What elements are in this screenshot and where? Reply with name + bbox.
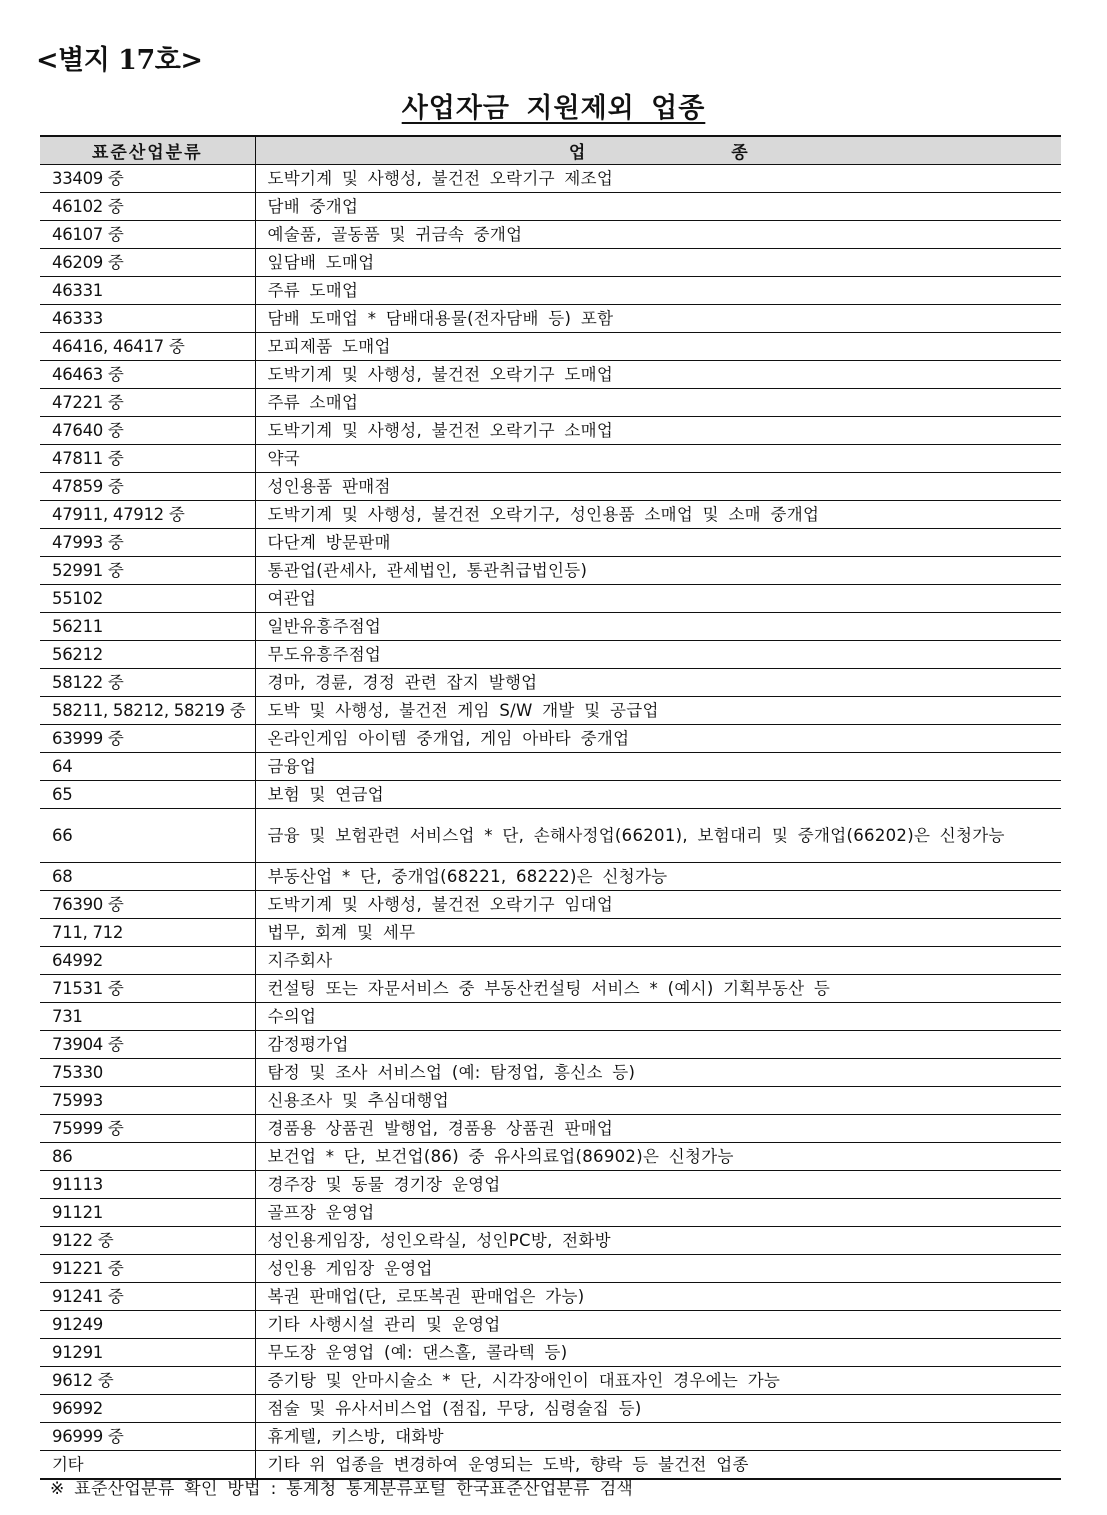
classification-code-cell: 46102 중 — [40, 193, 255, 221]
table-row — [40, 557, 1061, 585]
classification-code-cell: 33409 중 — [40, 165, 255, 193]
table-row — [40, 501, 1061, 529]
classification-code-cell: 9122 중 — [40, 1227, 255, 1255]
industry-cell: 법무, 회계 및 세무 — [255, 919, 1061, 947]
industry-cell: 모피제품 도매업 — [255, 333, 1061, 361]
industry-cell: 도박기계 및 사행성, 불건전 오락기구 제조업 — [267, 168, 614, 188]
table-row — [40, 669, 1061, 697]
classification-code-cell: 64 — [40, 753, 255, 781]
industry-cell: 성인용 게임장 운영업 — [255, 1255, 1061, 1283]
table-row — [40, 361, 1061, 389]
column-header-industry: 업 종 — [255, 136, 1061, 165]
classification-code-cell: 46209 중 — [40, 249, 255, 277]
classification-code-cell: 55102 — [40, 585, 255, 613]
industry-cell: 주류 도매업 — [255, 277, 1061, 305]
industry-cell: 보험 및 연금업 — [255, 781, 1061, 809]
table-row — [40, 193, 1061, 221]
industry-cell: 약국 — [255, 445, 1061, 473]
classification-code-cell: 91291 — [40, 1339, 255, 1367]
classification-code-cell: 91113 — [40, 1171, 255, 1199]
industry-cell: 증기탕 및 안마시술소 * 단, 시각장애인이 대표자인 경우에는 가능 — [255, 1367, 1061, 1395]
industry-cell: 도박기계 및 사행성, 불건전 오락기구 도매업 — [255, 361, 1061, 389]
industry-cell: 신용조사 및 추심대행업 — [255, 1087, 1061, 1115]
classification-code-cell: 47640 중 — [40, 417, 255, 445]
table-row — [40, 613, 1061, 641]
table-row — [40, 249, 1061, 277]
classification-code-cell: 66 — [40, 809, 255, 863]
industry-cell: 금융업 — [255, 753, 1061, 781]
industry-cell: 휴게텔, 키스방, 대화방 — [255, 1423, 1061, 1451]
table-row — [40, 445, 1061, 473]
classification-code-cell: 91241 중 — [40, 1283, 255, 1311]
classification-code-cell: 63999 중 — [40, 725, 255, 753]
industry-cell: 성인용품 판매점 — [255, 473, 1061, 501]
table-row — [40, 1311, 1061, 1339]
classification-code-cell: 73904 중 — [40, 1031, 255, 1059]
classification-code-cell: 52991 중 — [40, 557, 255, 585]
table-row — [40, 305, 1061, 333]
document-title — [0, 86, 1107, 125]
table-row — [40, 863, 1061, 891]
table-row — [40, 1283, 1061, 1311]
table-row — [40, 781, 1061, 809]
industry-cell: 무도유흥주점업 — [255, 641, 1061, 669]
footnote: ※ 표준산업분류 확인 방법 : 통계청 통계분류포털 한국표준산업분류 검색 — [50, 1479, 634, 1499]
classification-code-cell: 47911, 47912 중 — [40, 501, 255, 529]
table-body — [40, 165, 1061, 1480]
industry-cell: 보건업 * 단, 보건업(86) 중 유사의료업(86902)은 신청가능 — [255, 1143, 1061, 1171]
table-row — [40, 1031, 1061, 1059]
table-row — [40, 473, 1061, 501]
classification-code-cell: 64992 — [40, 947, 255, 975]
industry-cell: 경품용 상품권 발행업, 경품용 상품권 판매업 — [255, 1115, 1061, 1143]
table-row — [40, 1003, 1061, 1031]
industry-cell: 다단계 방문판매 — [255, 529, 1061, 557]
industry-cell: 복권 판매업(단, 로또복권 판매업은 가능) — [255, 1283, 1061, 1311]
table-row — [40, 1367, 1061, 1395]
attachment-label: <별지 17호> — [36, 45, 203, 76]
table-row — [40, 1423, 1061, 1451]
table-row — [40, 585, 1061, 613]
industry-cell: 수의업 — [255, 1003, 1061, 1031]
industry-cell: 골프장 운영업 — [255, 1199, 1061, 1227]
classification-code-cell: 47811 중 — [40, 445, 255, 473]
classification-code-cell: 46107 중 — [40, 221, 255, 249]
table-row — [40, 697, 1061, 725]
table-row — [40, 1339, 1061, 1367]
table-row — [40, 809, 1061, 863]
industry-cell: 컨설팅 또는 자문서비스 중 부동산컨설팅 서비스 * (예시) 기획부동산 등 — [255, 975, 1061, 1003]
industry-cell: 점술 및 유사서비스업 (점집, 무당, 심령술집 등) — [255, 1395, 1061, 1423]
industry-cell: 도박기계 및 사행성, 불건전 오락기구 소매업 — [255, 417, 1061, 445]
table-row — [40, 1171, 1061, 1199]
classification-code-cell: 86 — [40, 1143, 255, 1171]
classification-code-cell: 기타 — [40, 1451, 255, 1480]
industry-cell: 여관업 — [255, 585, 1061, 613]
table-row — [40, 947, 1061, 975]
industry-cell: 도박 및 사행성, 불건전 게임 S/W 개발 및 공급업 — [255, 697, 1061, 725]
table-row — [40, 1087, 1061, 1115]
classification-code-cell: 9612 중 — [40, 1367, 255, 1395]
classification-code-cell: 65 — [40, 781, 255, 809]
classification-code-cell: 56212 — [40, 641, 255, 669]
industry-cell: 기타 위 업종을 변경하여 운영되는 도박, 향락 등 불건전 업종 — [255, 1451, 1061, 1480]
table-row — [40, 333, 1061, 361]
table-row — [40, 891, 1061, 919]
industry-cell: 주류 소매업 — [255, 389, 1061, 417]
classification-code-cell: 96992 — [40, 1395, 255, 1423]
classification-code-cell: 46463 중 — [40, 361, 255, 389]
classification-code-cell: 47221 중 — [40, 389, 255, 417]
industry-cell: 잎담배 도매업 — [255, 249, 1061, 277]
classification-code-cell: 68 — [40, 863, 255, 891]
industry-cell: 일반유흥주점업 — [255, 613, 1061, 641]
table-row — [40, 919, 1061, 947]
classification-code-cell: 731 — [40, 1003, 255, 1031]
industry-cell: 탐정 및 조사 서비스업 (예: 탐정업, 흥신소 등) — [255, 1059, 1061, 1087]
column-header-classification: 표준산업분류 — [40, 136, 255, 165]
table-row — [40, 1115, 1061, 1143]
document-title-text: 사업자금 지원제외 업종 — [401, 93, 706, 124]
classification-code-cell: 56211 — [40, 613, 255, 641]
industry-cell: 기타 사행시설 관리 및 운영업 — [255, 1311, 1061, 1339]
industry-cell: 감정평가업 — [255, 1031, 1061, 1059]
industry-cell: 성인용게임장, 성인오락실, 성인PC방, 전화방 — [255, 1227, 1061, 1255]
classification-code-cell: 47993 중 — [40, 529, 255, 557]
classification-code-cell: 76390 중 — [40, 891, 255, 919]
industry-cell: 경마, 경륜, 경정 관련 잡지 발행업 — [255, 669, 1061, 697]
table-row — [40, 221, 1061, 249]
table-row — [40, 725, 1061, 753]
table-row — [40, 1199, 1061, 1227]
table-row — [40, 753, 1061, 781]
industry-cell: 예술품, 골동품 및 귀금속 중개업 — [255, 221, 1061, 249]
classification-code-cell: 46416, 46417 중 — [40, 333, 255, 361]
excluded-industries-table — [40, 135, 1061, 1480]
table-header-row — [40, 136, 1061, 165]
classification-code-cell: 711, 712 — [40, 919, 255, 947]
classification-code-cell: 46333 — [40, 305, 255, 333]
classification-code-cell: 71531 중 — [40, 975, 255, 1003]
classification-code-cell: 75330 — [40, 1059, 255, 1087]
industry-cell: 온라인게임 아이템 중개업, 게임 아바타 중개업 — [255, 725, 1061, 753]
table-row — [40, 1059, 1061, 1087]
table-row — [40, 277, 1061, 305]
industry-cell: 무도장 운영업 (예: 댄스홀, 콜라텍 등) — [255, 1339, 1061, 1367]
table-row — [40, 165, 1061, 193]
classification-code-cell: 91249 — [40, 1311, 255, 1339]
classification-code-cell: 91221 중 — [40, 1255, 255, 1283]
table-row — [40, 975, 1061, 1003]
classification-code-cell: 75999 중 — [40, 1115, 255, 1143]
industry-cell: 통관업(관세사, 관세법인, 통관취급법인등) — [255, 557, 1061, 585]
table-row — [40, 1143, 1061, 1171]
industry-cell: 담배 도매업 * 담배대용물(전자담배 등) 포함 — [255, 305, 1061, 333]
table-row — [40, 1395, 1061, 1423]
table-row — [40, 417, 1061, 445]
industry-cell: 도박기계 및 사행성, 불건전 오락기구 임대업 — [255, 891, 1061, 919]
table-row — [40, 529, 1061, 557]
classification-code-cell: 91121 — [40, 1199, 255, 1227]
classification-code-cell: 47859 중 — [40, 473, 255, 501]
classification-code-cell: 58211, 58212, 58219 중 — [40, 697, 255, 725]
table-row — [40, 1227, 1061, 1255]
industry-cell: 지주회사 — [255, 947, 1061, 975]
classification-code-cell: 46331 — [40, 277, 255, 305]
table-row — [40, 641, 1061, 669]
industry-cell: 도박기계 및 사행성, 불건전 오락기구, 성인용품 소매업 및 소매 중개업 — [255, 501, 1061, 529]
industry-cell: 금융 및 보험관련 서비스업 * 단, 손해사정업(66201), 보험대리 및 중개업(66202)은 신청가능 — [255, 809, 1061, 863]
table-row — [40, 1255, 1061, 1283]
industry-cell: 부동산업 * 단, 중개업(68221, 68222)은 신청가능 — [255, 863, 1061, 891]
industry-cell: 경주장 및 동물 경기장 운영업 — [255, 1171, 1061, 1199]
classification-code-cell: 75993 — [40, 1087, 255, 1115]
classification-code-cell: 58122 중 — [40, 669, 255, 697]
table-row — [40, 389, 1061, 417]
classification-code-cell: 96999 중 — [40, 1423, 255, 1451]
industry-cell: 담배 중개업 — [255, 193, 1061, 221]
